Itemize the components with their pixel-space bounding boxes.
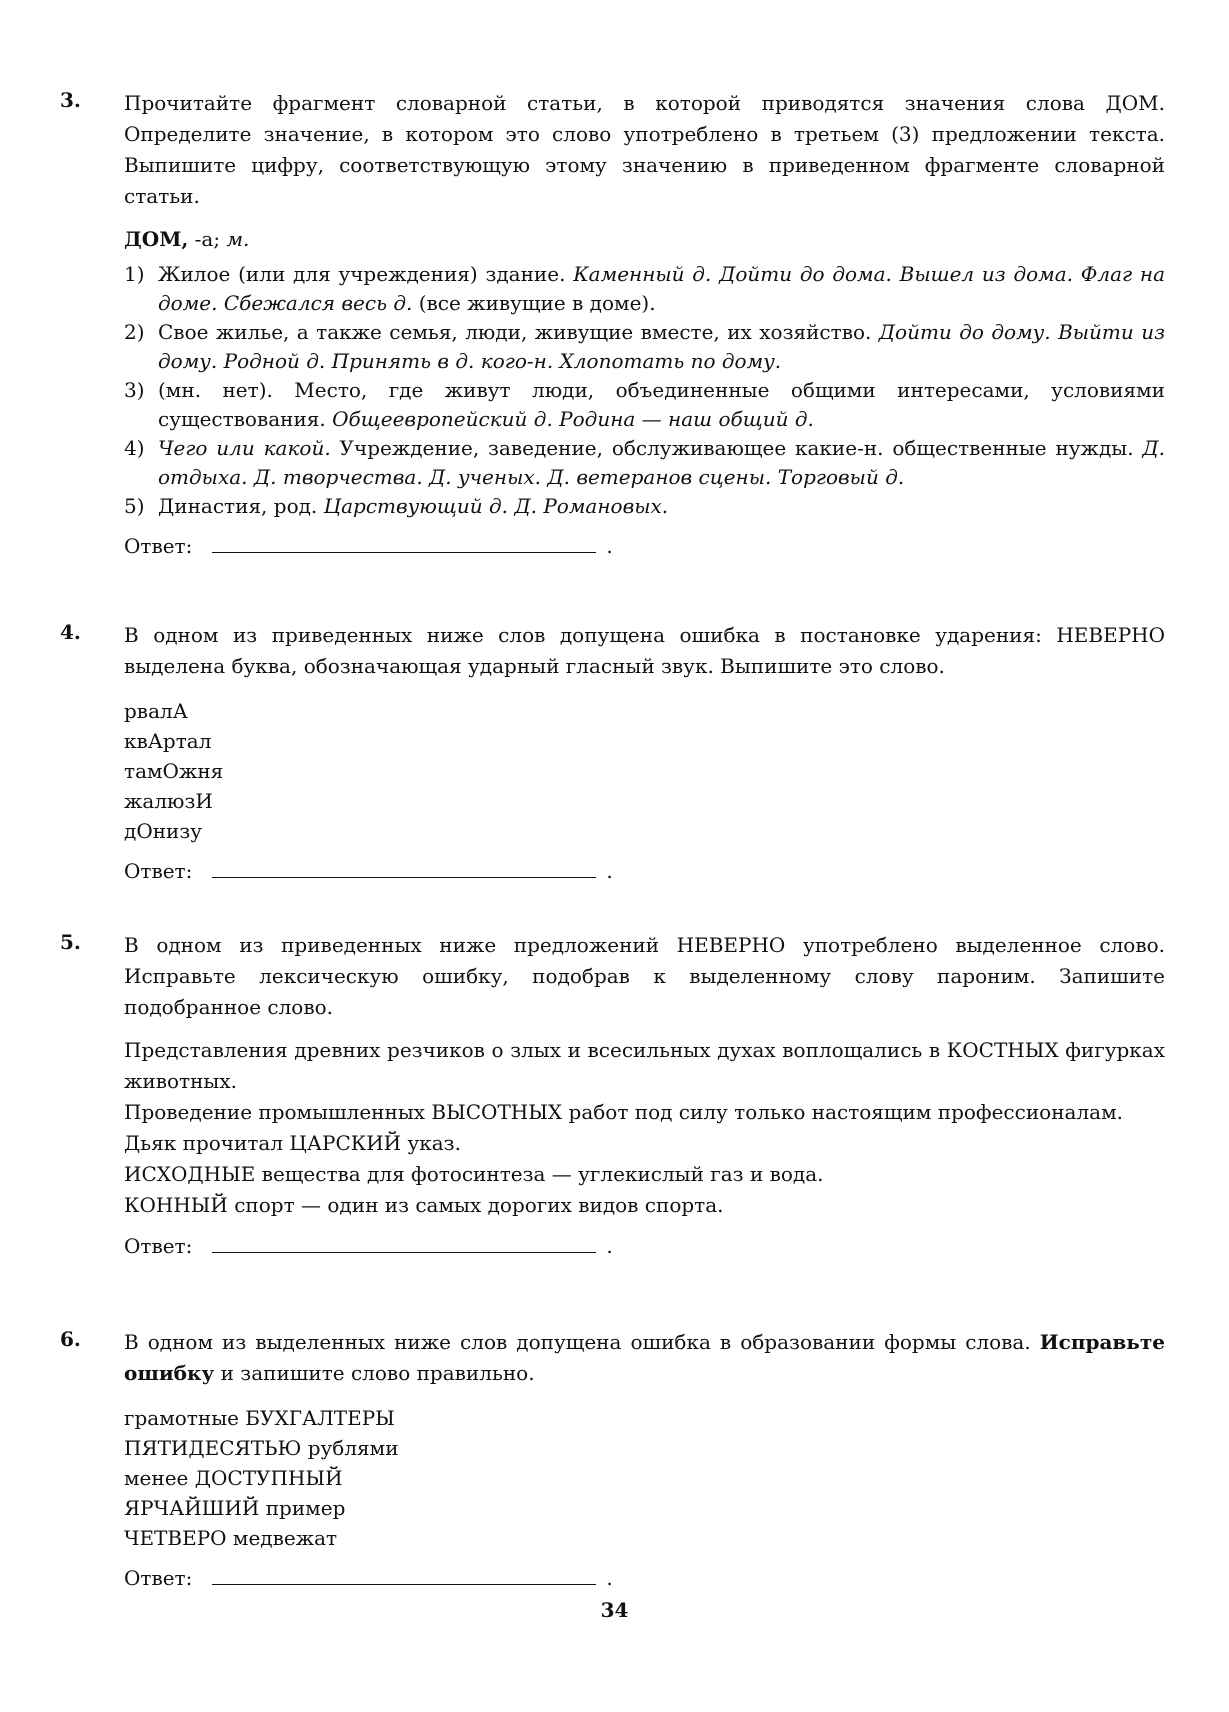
definition-text: Свое жилье, а также семья, люди, живущие вместе, их хозяйство. bbox=[158, 320, 879, 344]
definition-item bbox=[124, 434, 1165, 492]
definition-examples: Общеевропейский д. Родина — наш общий д. bbox=[332, 407, 814, 431]
word-option: тамОжня bbox=[124, 759, 224, 783]
definition-text: Жилое (или для учреждения) здание. bbox=[158, 262, 574, 286]
answer-period: . bbox=[606, 859, 613, 883]
answer-line[interactable] bbox=[212, 534, 596, 553]
grammar-note: -а; bbox=[188, 227, 227, 251]
word-option: жалюзИ bbox=[124, 789, 213, 813]
definition-number: 1) bbox=[124, 262, 145, 286]
answer-period: . bbox=[606, 534, 613, 558]
answer-period: . bbox=[606, 1566, 613, 1590]
task-instruction: В одном из приведенных ниже слов допущена ошибка в постановке ударения: НЕВЕРНО выделена буква, обозначающая ударный гласный звук. Выпишите это слово. bbox=[124, 623, 1165, 678]
headword: ДОМ, bbox=[124, 227, 189, 251]
dictionary-headword bbox=[124, 224, 1165, 254]
phrase-option: ЧЕТВЕРО медвежат bbox=[124, 1526, 338, 1550]
phrase-option: ЯРЧАЙШИЙ пример bbox=[124, 1496, 346, 1520]
task-3 bbox=[60, 88, 1165, 561]
definition-examples: Царствующий д. Д. Романовых. bbox=[323, 494, 669, 518]
page-number: 34 bbox=[600, 1598, 629, 1622]
task-number: 4. bbox=[60, 620, 81, 644]
answer-label: Ответ: bbox=[124, 534, 193, 558]
sentence-option: КОННЫЙ спорт — один из самых дорогих видов спорта. bbox=[124, 1193, 724, 1217]
sentence-option: Проведение промышленных ВЫСОТНЫХ работ под силу только настоящим профессионалам. bbox=[124, 1100, 1123, 1124]
task-instruction bbox=[124, 1327, 1165, 1389]
sentence-option: ИСХОДНЫЕ вещества для фотосинтеза — углекислый газ и вода. bbox=[124, 1162, 824, 1186]
sentence-option: Дьяк прочитал ЦАРСКИЙ указ. bbox=[124, 1131, 461, 1155]
gender-mark: м. bbox=[226, 227, 250, 251]
task-number: 5. bbox=[60, 930, 81, 954]
task-5 bbox=[60, 930, 1165, 1261]
definition-number: 2) bbox=[124, 320, 145, 344]
definition-item bbox=[124, 318, 1165, 376]
phrase-option: грамотные БУХГАЛТЕРЫ bbox=[124, 1406, 395, 1430]
definition-examples: Дойти до дому. Выйти из дому. Родной д. Принять в д. кого-н. Хлопотать по дому. bbox=[158, 320, 1165, 373]
word-option: дОнизу bbox=[124, 819, 203, 843]
definition-number: 5) bbox=[124, 494, 145, 518]
word-list bbox=[124, 696, 1165, 846]
answer-line[interactable] bbox=[212, 1566, 596, 1585]
definition-list bbox=[124, 260, 1165, 521]
definition-item bbox=[124, 492, 1165, 521]
definition-examples: Каменный д. Дойти до дома. Вышел из дома. Флаг на доме. Сбежался весь д. bbox=[158, 262, 1165, 315]
answer-line[interactable] bbox=[212, 859, 596, 878]
definition-text: Учреждение, заведение, обслуживающее какие-н. общественные нужды. bbox=[330, 436, 1143, 460]
answer-line[interactable] bbox=[212, 1234, 596, 1253]
definition-tail: (все живущие в доме). bbox=[412, 291, 656, 315]
word-option: квАртал bbox=[124, 729, 212, 753]
instruction-end: и запишите слово правильно. bbox=[214, 1361, 535, 1385]
instruction-bold: Исправьте ошибку bbox=[124, 1330, 1165, 1385]
answer-row bbox=[124, 856, 1165, 886]
phrase-option: менее ДОСТУПНЫЙ bbox=[124, 1466, 343, 1490]
answer-period: . bbox=[606, 1234, 613, 1258]
answer-row bbox=[124, 531, 1165, 561]
definition-examples: Д. отдыха. Д. творчества. Д. ученых. Д. ветеранов сцены. Торговый д. bbox=[158, 436, 1165, 489]
definition-item bbox=[124, 376, 1165, 434]
sentence-list bbox=[124, 1035, 1165, 1221]
task-number: 6. bbox=[60, 1327, 81, 1351]
task-4 bbox=[60, 620, 1165, 886]
task-number: 3. bbox=[60, 88, 81, 112]
definition-prefix: Чего или какой. bbox=[158, 436, 331, 460]
definition-text: (мн. нет). Место, где живут люди, объединенные общими интересами, условиями существования. bbox=[158, 378, 1165, 431]
task-instruction: Прочитайте фрагмент словарной статьи, в которой приводятся значения слова ДОМ. Определите значение, в котором это слово употреблено в третьем (3) предложении текста. Выпишите цифру, соответствующую этому значению в приведенном фрагменте словарной статьи. bbox=[124, 91, 1165, 208]
definition-number: 3) bbox=[124, 378, 145, 402]
sentence-option: Представления древних резчиков о злых и всесильных духах воплощались в КОСТНЫХ фигурках животных. bbox=[124, 1038, 1165, 1093]
task-6 bbox=[60, 1327, 1165, 1593]
definition-number: 4) bbox=[124, 436, 145, 460]
instruction-start: В одном из выделенных ниже слов допущена ошибка в образовании формы слова. bbox=[124, 1330, 1040, 1354]
answer-label: Ответ: bbox=[124, 859, 193, 883]
definition-item bbox=[124, 260, 1165, 318]
answer-row bbox=[124, 1231, 1165, 1261]
answer-label: Ответ: bbox=[124, 1566, 193, 1590]
answer-label: Ответ: bbox=[124, 1234, 193, 1258]
task-instruction: В одном из приведенных ниже предложений НЕВЕРНО употреблено выделенное слово. Исправьте лексическую ошибку, подобрав к выделенному слову пароним. Запишите подобранное слово. bbox=[124, 933, 1165, 1019]
definition-text: Династия, род. bbox=[158, 494, 324, 518]
word-option: рвалА bbox=[124, 699, 188, 723]
phrase-option: ПЯТИДЕСЯТЬЮ рублями bbox=[124, 1436, 399, 1460]
answer-row bbox=[124, 1563, 1165, 1593]
phrase-list bbox=[124, 1403, 1165, 1553]
